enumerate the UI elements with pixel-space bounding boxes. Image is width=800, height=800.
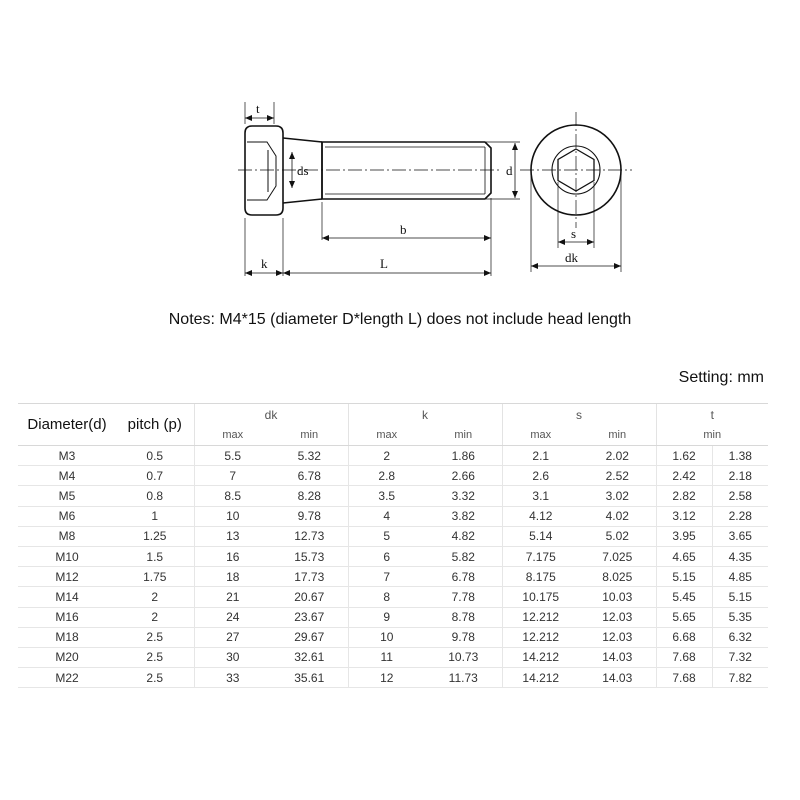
- table-cell: 14.212: [502, 668, 579, 688]
- table-row: [18, 506, 768, 526]
- table-cell: 5.02: [579, 526, 656, 546]
- table-row: [18, 647, 768, 667]
- table-cell: 8.28: [271, 486, 348, 506]
- table-cell: 6.78: [271, 466, 348, 486]
- table-cell: 21: [194, 587, 271, 607]
- subheader-k-min: min: [425, 425, 502, 446]
- table-cell: 5.35: [712, 607, 768, 627]
- table-cell: 17.73: [271, 567, 348, 587]
- subheader-s-min: min: [579, 425, 656, 446]
- table-cell: 29.67: [271, 627, 348, 647]
- table-cell: 5: [348, 526, 425, 546]
- table-cell: M10: [18, 546, 116, 566]
- table-cell: 4.65: [656, 546, 712, 566]
- table-cell: 5.32: [271, 446, 348, 466]
- table-row: [18, 627, 768, 647]
- table-cell: 9.78: [271, 506, 348, 526]
- label-s: s: [571, 226, 577, 241]
- table-cell: 0.8: [116, 486, 194, 506]
- table-row: [18, 526, 768, 546]
- table-cell: 14.212: [502, 647, 579, 667]
- table-cell: 32.61: [271, 647, 348, 667]
- table-cell: 2.6: [502, 466, 579, 486]
- table-row: [18, 607, 768, 627]
- label-k: k: [261, 256, 268, 271]
- table-row: [18, 668, 768, 688]
- table-cell: 5.5: [194, 446, 271, 466]
- table-cell: 12.212: [502, 627, 579, 647]
- table-cell: 5.45: [656, 587, 712, 607]
- table-cell: 6.32: [712, 627, 768, 647]
- table-cell: 12: [348, 668, 425, 688]
- table-cell: M6: [18, 506, 116, 526]
- table-cell: 5.15: [656, 567, 712, 587]
- label-dk: dk: [565, 250, 578, 265]
- table-cell: M16: [18, 607, 116, 627]
- header-s: s: [502, 404, 656, 426]
- table-cell: 5.14: [502, 526, 579, 546]
- table-cell: M3: [18, 446, 116, 466]
- table-cell: 6.68: [656, 627, 712, 647]
- header-k: k: [348, 404, 502, 426]
- table-cell: 5.82: [425, 546, 502, 566]
- table-cell: 12.73: [271, 526, 348, 546]
- label-ds: ds: [297, 163, 309, 178]
- table-cell: 4: [348, 506, 425, 526]
- table-cell: 2.42: [656, 466, 712, 486]
- table-cell: 5.15: [712, 587, 768, 607]
- table-cell: 14.03: [579, 668, 656, 688]
- table-cell: 4.35: [712, 546, 768, 566]
- table-cell: 7.175: [502, 546, 579, 566]
- table-cell: M12: [18, 567, 116, 587]
- screw-end-view: [520, 112, 632, 272]
- screw-side-view: [245, 126, 491, 215]
- table-cell: 12.03: [579, 627, 656, 647]
- table-cell: 10.175: [502, 587, 579, 607]
- subheader-dk-max: max: [194, 425, 271, 446]
- table-cell: 9.78: [425, 627, 502, 647]
- unit-label: Setting: mm: [678, 369, 764, 386]
- table-row: [18, 486, 768, 506]
- table-cell: 4.02: [579, 506, 656, 526]
- table-cell: 27: [194, 627, 271, 647]
- table-cell: 35.61: [271, 668, 348, 688]
- table-cell: 3.95: [656, 526, 712, 546]
- table-cell: 0.7: [116, 466, 194, 486]
- table-cell: 13: [194, 526, 271, 546]
- table-cell: 1.62: [656, 446, 712, 466]
- table-cell: 2.5: [116, 627, 194, 647]
- table-cell: 2: [348, 446, 425, 466]
- table-cell: 4.12: [502, 506, 579, 526]
- table-cell: 2.02: [579, 446, 656, 466]
- table-cell: 3.1: [502, 486, 579, 506]
- table-cell: 12.03: [579, 607, 656, 627]
- table-cell: 2: [116, 587, 194, 607]
- table-cell: M14: [18, 587, 116, 607]
- table-cell: 2.66: [425, 466, 502, 486]
- table-cell: 8.5: [194, 486, 271, 506]
- table-cell: 7.68: [656, 647, 712, 667]
- header-diameter: Diameter(d): [18, 404, 116, 446]
- table-cell: 3.32: [425, 486, 502, 506]
- table-cell: 20.67: [271, 587, 348, 607]
- table-cell: 1: [116, 506, 194, 526]
- table-cell: 18: [194, 567, 271, 587]
- table-cell: 10: [348, 627, 425, 647]
- table-cell: 16: [194, 546, 271, 566]
- header-dk: dk: [194, 404, 348, 426]
- table-cell: 2.5: [116, 668, 194, 688]
- table-cell: 33: [194, 668, 271, 688]
- table-cell: 2.58: [712, 486, 768, 506]
- subheader-t-min: min: [656, 425, 768, 446]
- table-cell: M22: [18, 668, 116, 688]
- table-row: [18, 546, 768, 566]
- table-cell: 2.5: [116, 647, 194, 667]
- table-cell: M8: [18, 526, 116, 546]
- table-cell: 8: [348, 587, 425, 607]
- table-cell: 7.78: [425, 587, 502, 607]
- table-cell: M5: [18, 486, 116, 506]
- table-cell: 4.82: [425, 526, 502, 546]
- note-text: Notes: M4*15 (diameter D*length L) does not include head length: [168, 311, 632, 328]
- table-cell: 7.025: [579, 546, 656, 566]
- table-cell: 2.18: [712, 466, 768, 486]
- table-cell: M18: [18, 627, 116, 647]
- table-cell: 7: [194, 466, 271, 486]
- table-cell: 10.03: [579, 587, 656, 607]
- table-cell: 10.73: [425, 647, 502, 667]
- table-cell: 8.78: [425, 607, 502, 627]
- table-cell: M20: [18, 647, 116, 667]
- table-cell: 7: [348, 567, 425, 587]
- table-cell: 6.78: [425, 567, 502, 587]
- header-pitch: pitch (p): [116, 404, 194, 446]
- table-cell: 23.67: [271, 607, 348, 627]
- table-cell: 2.28: [712, 506, 768, 526]
- table-row: [18, 567, 768, 587]
- table-cell: 9: [348, 607, 425, 627]
- table-cell: 3.02: [579, 486, 656, 506]
- table-cell: 7.32: [712, 647, 768, 667]
- label-b: b: [400, 222, 407, 237]
- table-cell: 8.175: [502, 567, 579, 587]
- table-cell: 3.5: [348, 486, 425, 506]
- header-t: t: [656, 404, 768, 426]
- table-cell: 24: [194, 607, 271, 627]
- table-cell: 11: [348, 647, 425, 667]
- label-L: L: [380, 256, 388, 271]
- screw-technical-drawing: [0, 0, 800, 300]
- table-cell: 10: [194, 506, 271, 526]
- table-cell: 0.5: [116, 446, 194, 466]
- table-cell: 14.03: [579, 647, 656, 667]
- table-row: [18, 466, 768, 486]
- subheader-dk-min: min: [271, 425, 348, 446]
- table-row: [18, 587, 768, 607]
- table-cell: 2.52: [579, 466, 656, 486]
- table-cell: 7.68: [656, 668, 712, 688]
- table-cell: 30: [194, 647, 271, 667]
- table-cell: 1.25: [116, 526, 194, 546]
- table-cell: 1.75: [116, 567, 194, 587]
- subheader-s-max: max: [502, 425, 579, 446]
- subheader-k-max: max: [348, 425, 425, 446]
- table-cell: 2.82: [656, 486, 712, 506]
- table-cell: 1.5: [116, 546, 194, 566]
- table-cell: 8.025: [579, 567, 656, 587]
- table-cell: 6: [348, 546, 425, 566]
- dimensions-table: [18, 403, 768, 688]
- table-cell: 4.85: [712, 567, 768, 587]
- table-cell: 5.65: [656, 607, 712, 627]
- table-cell: 3.82: [425, 506, 502, 526]
- table-cell: 2.1: [502, 446, 579, 466]
- label-t: t: [256, 101, 260, 116]
- table-row: [18, 446, 768, 466]
- table-cell: 1.38: [712, 446, 768, 466]
- table-cell: 11.73: [425, 668, 502, 688]
- table-cell: 2: [116, 607, 194, 627]
- table-cell: 3.65: [712, 526, 768, 546]
- table-cell: M4: [18, 466, 116, 486]
- table-cell: 3.12: [656, 506, 712, 526]
- label-d: d: [506, 163, 513, 178]
- table-cell: 12.212: [502, 607, 579, 627]
- table-cell: 1.86: [425, 446, 502, 466]
- table-cell: 7.82: [712, 668, 768, 688]
- table-cell: 2.8: [348, 466, 425, 486]
- table-cell: 15.73: [271, 546, 348, 566]
